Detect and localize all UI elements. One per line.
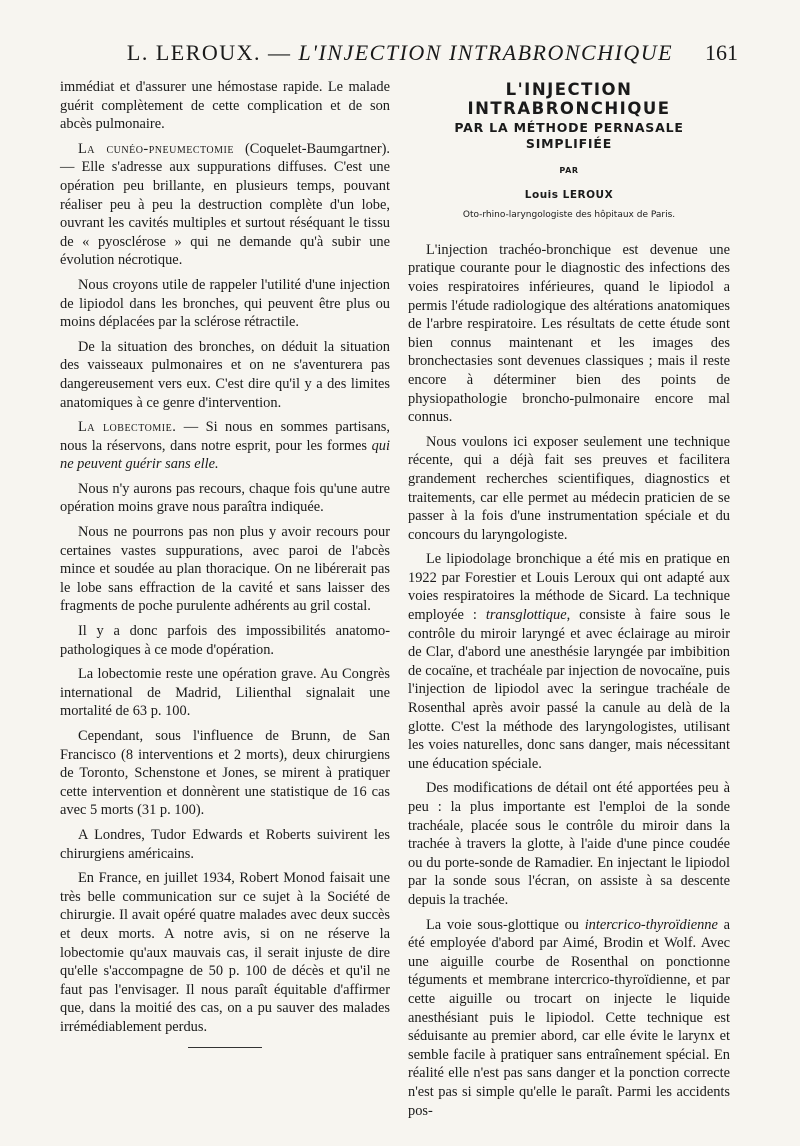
paragraph: Des modifications de détail ont été apportées peu à peu : la plus importante est l'emploi de la sonde trachéale, placée sous le contrôle du miroir dans la trachée à travers la glotte, à l'aide d'une pince coudée ou du porte-sonde de Ramadier. En injectant le lipiodol par la sonde sous l'écran, on assiste à sa descente depuis la trachée.: [408, 780, 730, 908]
emphasis: transglottique: [485, 607, 567, 624]
paragraph-text: , consiste à faire sous le contrôle du miroir laryngé et avec éclairage au miroir de Clar, d'abord une anesthésie laryngée par imbibition de cocaïne, et trachéale par injection de novocaïne, puis l'injection de lipiodol avec la seringue trachéale de Rosenthal après avoir passé la canule au delà de la glotte. C'est la méthode des laryngologistes, utilisant les voies naturelles, donc sans danger, mais nécessitant une éducation spéciale.: [408, 607, 730, 772]
paragraph-text: Le lipiodolage bronchique a été mis en pratique en 1922 par Forestier et Louis Leroux qui ont adapté aux voies respiratoires la méthode de Sicard. La technique employée :: [408, 551, 730, 624]
paragraph: Il y a donc parfois des impossibilités anatomo-pathologiques à ce mode d'opération.: [60, 623, 390, 658]
paragraph: Nous voulons ici exposer seulement une technique récente, qui a déjà fait ses preuves et facilitera grandement recherches scientifiques, diagnostics et traitements, car elle permet au médecin praticien de se passer à la fois d'une instrumentation spéciale et du concours du laryngologiste.: [408, 433, 730, 543]
right-column: [408, 78, 730, 1126]
article-title: [408, 80, 730, 118]
paragraph: La lobectomie reste une opération grave. Au Congrès international de Madrid, Lilienthal signalait une mortalité de 63 p. 100.: [60, 666, 390, 720]
paragraph: Nous n'y aurons pas recours, chaque fois qu'une autre opération moins grave nous paraîtra indiquée.: [60, 480, 390, 516]
paragraph: Nous ne pourrons pas non plus y avoir recours pour certaines vastes suppurations, avec paroi de l'abcès mince et soudée au plan thoracique. On ne libérerait pas le lobe sans effraction de la cavité et sans laisser des fragments de poche purulente adhérents au gril costal.: [60, 524, 390, 615]
paragraph: [60, 418, 390, 474]
paragraph: En France, en juillet 1934, Robert Monod faisait une très belle communication sur ce sujet à la Société de chirurgie. Il avait opéré quatre malades avec deux succès et deux morts. A notre avis, si on ne réserve la lobectomie qu'aux mauvais cas, il serait injuste de dire qu'elle s'accompagne de 50 p. 100 de décès et qu'il ne faut pas l'envisager. Il nous paraît équitable d'affirmer que, dans la moitié des cas, on a pu sauver des malades irrémédiablement perdus.: [60, 870, 390, 1035]
paragraph: immédiat et d'assurer une hémostase rapide. Le malade guérit complètement de cette complication et de son abcès pulmonaire.: [60, 79, 390, 133]
article-author: Louis LEROUX: [524, 188, 614, 201]
running-author: L. LEROUX. —: [126, 40, 292, 65]
paragraph: Nous croyons utile de rappeler l'utilité d'une injection de lipiodol dans les bronches, qui peuvent être plus ou moins déplacées par la sclérose rétractile.: [60, 276, 390, 331]
article-subtitle: [408, 120, 730, 152]
emphasis: qui ne peuvent guérir sans elle.: [60, 437, 390, 473]
page-number: 161: [705, 40, 738, 65]
running-head: [62, 40, 738, 70]
end-rule: [188, 1047, 262, 1048]
byline-par: PAR: [559, 166, 579, 175]
paragraph: [60, 140, 390, 270]
running-title: [62, 40, 738, 66]
paragraph-text: a été employée d'abord par Aimé, Brodin et Wolf. Avec une aiguille courbe de Rosenthal on ponctionne téguments et membrane intercrico-thyroïdienne, et par cette aiguille ou trocart on injecte le liquide anesthésiant puis le lipiodol. Cette technique est séduisante au premier abord, car elle évite le larynx et semble facile à pratiquer sans entraînement spécial. En réalité elle n'est pas sans danger et la ponction correcte n'est pas si simple qu'elle le paraît. Parmi les accidents pos-: [408, 916, 730, 1119]
article-subtitle-line-1: PAR LA MÉTHODE PERNASALE: [454, 120, 684, 135]
paragraph-text: (Coquelet-Baumgartner). — Elle s'adresse aux suppurations diffuses. C'est une opération peu brillante, en plusieurs temps, pouvant réaliser peu à peu la destruction complète d'un lobe, ouvrant les cavités multiples et surtout réséquant le tissu de « pyosclérose » qui ne demande qu'à subir une évolution nécrotique.: [60, 140, 391, 269]
paragraph: A Londres, Tudor Edwards et Roberts suivirent les chirurgiens américains.: [60, 826, 390, 862]
running-article-title: L'INJECTION INTRABRONCHIQUE: [298, 40, 674, 65]
left-column: [60, 78, 390, 1048]
article-title-line-1: L'INJECTION: [505, 80, 633, 99]
paragraph: [408, 550, 730, 773]
paragraph: De la situation des bronches, on déduit la situation des vaisseaux pulmonaires et on ne s'aventurera pas dangereusement vers eux. C'est dire qu'il y a des limites anatomiques à ce genre d'intervention.: [60, 338, 390, 411]
paragraph: Cependant, sous l'influence de Brunn, de San Francisco (8 interventions et 2 morts), deux chirurgiens de Toronto, Schenstone et Jones, se mirent à pratiquer cette intervention et donnèrent une statistique de 16 cas avec 5 morts (31 p. 100).: [60, 728, 390, 819]
author-affiliation: Oto-rhino-laryngologiste des hôpitaux de Paris.: [462, 210, 676, 221]
section-heading: La cunéo-pneumectomie: [78, 140, 234, 157]
paragraph-text: La voie sous-glottique ou: [426, 916, 585, 933]
paragraph: L'injection trachéo-bronchique est devenue une pratique courante pour le diagnostic des infections des voies respiratoires inférieures, quand le lipiodol a permis l'étude radiologique des altérations anatomiques de l'arbre respiratoire. Les résultats de cette étude sont bien connus maintenant et les images des bronchectasies sont devenues classiques ; mais il reste encore à déterminer bien des points de physiopathologie broncho-pulmonaire encore mal connus.: [408, 241, 730, 426]
section-heading: La lobectomie.: [78, 419, 177, 436]
article-title-line-2: INTRABRONCHIQUE: [467, 99, 671, 118]
paragraph-text: — Si nous en sommes partisans, nous la réservons, dans notre esprit, pour les formes: [60, 419, 391, 454]
paragraph: [408, 916, 730, 1121]
article-subtitle-line-2: SIMPLIFIÉE: [525, 136, 613, 151]
emphasis: intercrico-thyroïdienne: [584, 916, 718, 933]
